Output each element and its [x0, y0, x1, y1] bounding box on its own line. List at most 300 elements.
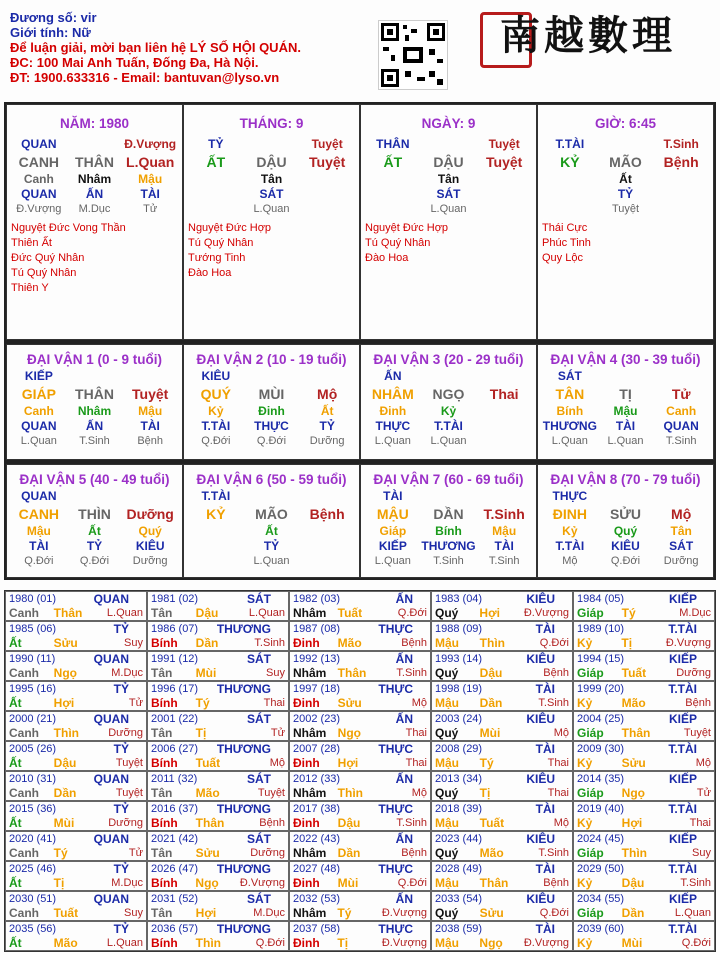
year-cell	[289, 891, 431, 921]
year-label: 2005 (26)	[9, 743, 57, 755]
pillar-r5-2	[653, 202, 709, 217]
year-branch: Mão	[621, 696, 646, 710]
year-stem: Nhâm	[293, 906, 327, 920]
year-cell	[147, 741, 289, 771]
year-god: QUAN	[93, 772, 129, 786]
year-cell	[573, 921, 715, 951]
year-stem: Bính	[151, 756, 178, 770]
logo: 南越數理	[500, 12, 676, 59]
year-stem: Quý	[435, 606, 459, 620]
year-god: ẤN	[395, 892, 413, 906]
year-cell	[573, 861, 715, 891]
dai-van-r4-0: TÀI	[29, 539, 49, 553]
year-cell	[573, 891, 715, 921]
year-branch: Ngọ	[479, 936, 503, 950]
year-stage: Q.Đới	[539, 637, 569, 649]
year-cell	[147, 621, 289, 651]
year-stem: Ất	[9, 936, 22, 950]
year-god: QUAN	[93, 892, 129, 906]
pillar-r5	[365, 202, 532, 217]
dai-van-r5	[365, 434, 532, 449]
year-stage: Đ.Vượng	[665, 637, 711, 649]
dai-van-r2	[365, 384, 532, 404]
stars-list	[11, 221, 178, 296]
dai-van-top: SÁT	[557, 369, 582, 383]
pillar-r4-1: ẤN	[85, 187, 104, 201]
dai-van-r3-0	[188, 524, 244, 539]
dai-van-title: ĐẠI VẬN 8 (70 - 79 tuổi)	[550, 472, 701, 487]
year-god: SÁT	[247, 712, 271, 726]
header-info	[10, 10, 301, 85]
year-god: ẤN	[395, 712, 413, 726]
year-god: THƯƠNG	[216, 802, 271, 816]
year-stage: Thai	[405, 757, 427, 769]
dai-van-title: ĐẠI VẬN 2 (10 - 19 tuổi)	[196, 352, 347, 367]
year-stage: Dưỡng	[250, 847, 285, 859]
year-god: KIẾP	[668, 832, 697, 846]
year-stem: Canh	[9, 666, 39, 680]
dai-van-top: QUAN	[21, 489, 57, 503]
year-cell	[431, 801, 573, 831]
year-branch: Dần	[337, 846, 361, 860]
year-label: 2017 (38)	[293, 803, 341, 815]
year-stem: Canh	[9, 786, 39, 800]
dai-van-3	[360, 344, 537, 460]
pillar-r3-2: Mậu	[138, 172, 163, 186]
year-god: T.TÀI	[668, 742, 697, 756]
dai-van-r4-0: QUAN	[21, 419, 57, 433]
dai-van-r5-2	[299, 554, 355, 569]
pillar-r5-1: L.Quan	[430, 203, 467, 215]
dai-van-r4-0: THƯƠNG	[542, 419, 597, 433]
year-god: SÁT	[247, 832, 271, 846]
year-stage: L.Quan	[674, 907, 711, 919]
year-cell	[431, 741, 573, 771]
year-stem: Tân	[151, 666, 173, 680]
dai-van-r5-1: Q.Đới	[610, 555, 641, 567]
dai-van-r4-2: SÁT	[669, 539, 694, 553]
year-cell	[573, 681, 715, 711]
year-branch: Tị	[337, 936, 349, 950]
pillar-r4-0: QUAN	[21, 187, 57, 201]
year-stem: Tân	[151, 846, 173, 860]
year-stage: Thai	[547, 757, 569, 769]
year-stage: Bệnh	[401, 637, 427, 649]
year-stem: Canh	[9, 906, 39, 920]
year-god: THỰC	[378, 682, 413, 696]
year-label: 2010 (31)	[9, 773, 57, 785]
year-stage: T.Sinh	[396, 667, 427, 679]
year-branch: Tuất	[479, 816, 505, 830]
pillar-0	[6, 104, 183, 340]
year-branch: Dần	[53, 786, 77, 800]
year-god: T.TÀI	[668, 622, 697, 636]
year-branch: Tuất	[53, 906, 79, 920]
year-stem: Quý	[435, 726, 459, 740]
year-branch: Sửu	[53, 636, 78, 650]
year-label: 1995 (16)	[9, 683, 57, 695]
year-label: 1988 (09)	[435, 623, 483, 635]
dai-van-r2-2: Tử	[671, 386, 691, 402]
year-label: 2030 (51)	[9, 893, 57, 905]
dai-van-r5-2: Dưỡng	[663, 555, 699, 567]
dai-van-r2-0: GIÁP	[21, 386, 56, 402]
year-god: THƯƠNG	[216, 622, 271, 636]
year-label: 2037 (58)	[293, 923, 341, 935]
year-branch: Mùi	[479, 726, 501, 740]
pillar-r1-2: Tuyệt	[488, 137, 520, 151]
dai-van-r2	[188, 384, 355, 404]
pillar-r3-2	[653, 172, 709, 187]
year-cell	[573, 591, 715, 621]
dai-van-r2-0: TÂN	[555, 386, 585, 402]
dai-van-top: KIÊU	[201, 369, 231, 383]
pillar-r1-2: T.Sinh	[663, 137, 699, 151]
year-label: 1982 (03)	[293, 593, 341, 605]
pillar-r5-0: Đ.Vượng	[16, 203, 62, 215]
year-label: 2016 (37)	[151, 803, 199, 815]
year-label: 2011 (32)	[151, 773, 198, 785]
dai-van-r5	[188, 554, 355, 569]
dai-van-r3-1: Bính	[435, 524, 462, 538]
year-stage: Tuyệt	[257, 787, 285, 799]
star-item: Nguyệt Đức Hợp	[188, 222, 272, 234]
pillar-r4-0	[365, 187, 421, 202]
dai-van-r2-0: KỶ	[206, 506, 226, 522]
year-god: TÀI	[535, 682, 555, 696]
year-god: KIÊU	[526, 592, 555, 606]
dai-van-r2-0: ĐINH	[552, 506, 587, 522]
year-label: 1997 (18)	[293, 683, 341, 695]
year-label: 1994 (15)	[577, 653, 625, 665]
stars-list	[188, 221, 355, 281]
dai-van-title: ĐẠI VẬN 5 (40 - 49 tuổi)	[19, 472, 170, 487]
dai-van-r5	[11, 554, 178, 569]
pillar-r3-2	[476, 172, 532, 187]
year-branch: Dậu	[621, 876, 645, 890]
year-label: 2014 (35)	[577, 773, 625, 785]
year-god: ẤN	[395, 652, 413, 666]
pillar-r4-0	[188, 187, 244, 202]
dai-van-r5-2: T.Sinh	[488, 555, 520, 567]
year-label: 2027 (48)	[293, 863, 341, 875]
year-god: TỶ	[113, 682, 129, 696]
pillar-r5	[188, 202, 355, 217]
year-stem: Kỷ	[577, 636, 593, 650]
year-stem: Mậu	[435, 876, 459, 890]
star-item: Nguyệt Đức Vong Thần	[11, 222, 126, 234]
pillar-r3-1: Ất	[619, 172, 632, 186]
year-branch: Mùi	[53, 816, 75, 830]
dai-van-r3	[365, 524, 532, 539]
dai-van-r3	[188, 524, 355, 539]
year-cell	[431, 681, 573, 711]
year-stem: Canh	[9, 846, 39, 860]
pillar-r5-0	[188, 202, 244, 217]
year-god: THỰC	[378, 862, 413, 876]
dai-van-r5-2	[476, 434, 532, 449]
dai-van-r3-0: Kỷ	[562, 524, 578, 538]
dai-van-r5-2: Dưỡng	[132, 555, 168, 567]
pillar-r2	[188, 152, 355, 172]
dai-van-r2-2: Mộ	[317, 386, 338, 402]
year-god: TÀI	[535, 802, 555, 816]
year-cell	[431, 651, 573, 681]
dai-van-r3-2: Mậu	[138, 404, 163, 418]
dai-van-r4-2: TỶ	[319, 419, 335, 433]
year-label: 1981 (02)	[151, 593, 199, 605]
year-god: TÀI	[535, 922, 555, 936]
year-cell	[5, 831, 147, 861]
year-branch: Tý	[53, 846, 68, 860]
year-god: TỶ	[113, 922, 129, 936]
year-god: SÁT	[247, 652, 271, 666]
dai-van-r2	[542, 504, 709, 524]
year-branch: Sửu	[621, 756, 646, 770]
year-stem: Canh	[9, 606, 39, 620]
year-label: 2015 (36)	[9, 803, 57, 815]
year-cell	[573, 741, 715, 771]
dai-van-top: THỰC	[552, 489, 588, 503]
dai-van-r3-0: Giáp	[379, 524, 407, 538]
pillar-r2	[542, 152, 709, 172]
year-stem: Nhâm	[293, 666, 327, 680]
dai-van-r4-1: THỰC	[254, 419, 289, 433]
dai-van-top: TÀI	[383, 489, 403, 503]
year-stem: Quý	[435, 846, 459, 860]
dai-van-r4-1: KIÊU	[611, 539, 640, 553]
year-label: 2032 (53)	[293, 893, 341, 905]
dai-van-1	[6, 344, 183, 460]
year-stem: Bính	[151, 636, 178, 650]
year-stage: M.Dục	[111, 667, 143, 679]
dai-van-r3	[11, 524, 178, 539]
year-cell	[289, 741, 431, 771]
dai-van-r2-0: QUÝ	[200, 386, 231, 402]
year-god: SÁT	[247, 592, 271, 606]
year-stage: M.Dục	[111, 877, 143, 889]
year-god: ẤN	[395, 772, 413, 786]
pillar-r1-0: THÂN	[376, 137, 410, 151]
year-cell	[289, 591, 431, 621]
year-stem: Giáp	[577, 666, 604, 680]
dai-van-r2-1: NGỌ	[432, 386, 465, 402]
dai-van-r3-0: Kỷ	[208, 404, 224, 418]
dai-van-r5-1: L.Quan	[430, 435, 467, 447]
pillar-r1	[542, 137, 709, 152]
year-cell	[431, 771, 573, 801]
year-stage: Thai	[405, 727, 427, 739]
year-label: 1983 (04)	[435, 593, 483, 605]
year-god: T.TÀI	[668, 922, 697, 936]
pillar-r3-0	[365, 172, 421, 187]
year-stem: Nhâm	[293, 726, 327, 740]
year-stem: Đinh	[293, 756, 320, 770]
dai-van-r4-1: TÀI	[615, 419, 636, 433]
year-stem: Nhâm	[293, 606, 327, 620]
year-stage: Bệnh	[259, 817, 285, 829]
year-stem: Giáp	[577, 606, 604, 620]
pillar-r4-2: TÀI	[140, 187, 160, 201]
dai-van-6	[183, 464, 360, 578]
year-cell	[5, 891, 147, 921]
year-stage: Đ.Vượng	[523, 937, 569, 949]
dai-van-r3-2: Ất	[320, 404, 334, 418]
dai-van-r2	[11, 504, 178, 524]
year-stage: Q.Đới	[255, 937, 285, 949]
year-stage: Suy	[266, 667, 285, 679]
dai-van-r3-1: Quý	[613, 524, 638, 538]
year-god: QUAN	[93, 832, 129, 846]
dai-van-top: KIẾP	[24, 369, 53, 383]
dai-van-r2-0: CANH	[18, 506, 60, 522]
year-branch: Tị	[195, 726, 207, 740]
year-god: THƯƠNG	[216, 862, 271, 876]
year-stage: Tử	[128, 697, 143, 709]
pillar-r2-1: DẬU	[433, 154, 464, 170]
dai-van-r4-2	[299, 539, 355, 554]
year-cell	[5, 741, 147, 771]
star-item: Đào Hoa	[188, 267, 232, 279]
pillar-r2-0: CANH	[18, 154, 60, 170]
year-stage: Suy	[124, 907, 143, 919]
stars-list	[365, 221, 532, 266]
year-cell	[289, 861, 431, 891]
dai-van-top: T.TÀI	[201, 489, 231, 503]
pillar-r3-1: Tân	[260, 172, 283, 186]
dai-van-r4	[11, 539, 178, 554]
year-branch: Mùi	[621, 936, 643, 950]
year-stem: Quý	[435, 786, 459, 800]
year-stem: Đinh	[293, 696, 320, 710]
dai-van-row-1	[4, 342, 716, 462]
year-label: 2038 (59)	[435, 923, 483, 935]
year-stage: Q.Đới	[397, 877, 427, 889]
year-label: 2008 (29)	[435, 743, 483, 755]
star-item: Đào Hoa	[365, 252, 409, 264]
year-stem: Đinh	[293, 936, 320, 950]
pillar-r4	[365, 187, 532, 202]
pillar-r2-2: L.Quan	[126, 154, 175, 170]
dai-van-r2-1: MÃO	[255, 506, 288, 522]
year-branch: Thìn	[621, 846, 647, 860]
year-god: THỰC	[378, 622, 413, 636]
dai-van-r2-2: Bệnh	[309, 506, 345, 522]
dai-van-r5-0: Q.Đới	[201, 435, 231, 447]
year-stage: Tử	[270, 727, 285, 739]
pillar-r3	[188, 172, 355, 187]
dai-van-top: ẤN	[384, 369, 402, 383]
year-cell	[289, 651, 431, 681]
dai-van-r5	[542, 434, 709, 449]
dai-van-r3-0: Mậu	[26, 524, 51, 538]
dai-van-r5	[188, 434, 355, 449]
year-branch: Thân	[195, 816, 225, 830]
dai-van-r3-0: Đinh	[379, 404, 407, 418]
year-label: 2003 (24)	[435, 713, 483, 725]
year-cell	[147, 681, 289, 711]
star-item: Thái Cực	[542, 222, 588, 234]
year-stage: T.Sinh	[254, 637, 285, 649]
dai-van-r2-1: SỬU	[609, 506, 642, 522]
dai-van-title: ĐẠI VẬN 7 (60 - 69 tuổi)	[373, 472, 524, 487]
year-branch: Thân	[337, 666, 367, 680]
year-cell	[431, 861, 573, 891]
pillar-r1-2: Tuyệt	[311, 137, 343, 151]
pillar-title: GIỜ: 6:45	[594, 116, 657, 131]
pillar-r2-2: Tuyệt	[309, 154, 346, 170]
year-stem: Kỷ	[577, 876, 593, 890]
dai-van-r5-1: Q.Đới	[256, 435, 287, 447]
year-stage: L.Quan	[106, 607, 143, 619]
dai-van-r4-0: KIẾP	[378, 539, 407, 553]
year-stage: Thai	[263, 697, 285, 709]
year-label: 1989 (10)	[577, 623, 625, 635]
pillar-r1	[365, 137, 532, 152]
year-stem: Đinh	[293, 816, 320, 830]
dai-van-r5-1: T.Sinh	[79, 435, 110, 447]
dai-van-r4-2: QUAN	[663, 419, 699, 433]
year-branch: Ngọ	[337, 726, 361, 740]
dai-van-r5-1: L.Quan	[253, 555, 290, 567]
dai-van-r2-1: TỊ	[619, 386, 632, 402]
pillars-grid	[4, 102, 716, 342]
year-god: TỶ	[113, 862, 129, 876]
year-branch: Ngọ	[195, 876, 219, 890]
year-god: T.TÀI	[668, 682, 697, 696]
year-cell	[147, 591, 289, 621]
dai-van-r5-0: L.Quan	[374, 435, 411, 447]
year-god: ẤN	[395, 832, 413, 846]
pillar-r2-1: THÂN	[75, 154, 114, 170]
year-stage: Tử	[696, 787, 711, 799]
dai-van-r5	[365, 554, 532, 569]
pillar-r5-1: Tuyệt	[611, 203, 640, 215]
dai-van-r4-0: T.TÀI	[555, 539, 585, 553]
year-cell	[431, 891, 573, 921]
pillar-r2-0: ẤT	[383, 154, 403, 170]
year-stage: Tuyệt	[115, 757, 143, 769]
year-god: KIÊU	[526, 772, 555, 786]
pillar-r4-0	[542, 187, 598, 202]
dai-van-r4	[188, 539, 355, 554]
pillar-r2-2: Bệnh	[663, 154, 699, 170]
year-branch: Thìn	[195, 936, 221, 950]
year-god: ẤN	[395, 592, 413, 606]
year-god: T.TÀI	[668, 802, 697, 816]
year-cell	[147, 771, 289, 801]
year-stage: Mộ	[553, 817, 569, 829]
pillar-r2-0: KỶ	[560, 154, 580, 170]
year-label: 1980 (01)	[9, 593, 57, 605]
pillar-r2-0: ẤT	[206, 154, 226, 170]
pillar-r1-1	[598, 137, 654, 152]
year-god: KIẾP	[668, 652, 697, 666]
year-label: 2021 (42)	[151, 833, 199, 845]
dai-van-row-2	[4, 462, 716, 580]
year-stage: Dưỡng	[676, 667, 711, 679]
year-cell	[147, 831, 289, 861]
pillar-r1-1	[421, 137, 477, 152]
year-branch: Dậu	[337, 816, 361, 830]
year-label: 1986 (07)	[151, 623, 199, 635]
year-label: 1999 (20)	[577, 683, 625, 695]
pillar-r3-1: Tân	[437, 172, 460, 186]
year-stage: Đ.Vượng	[239, 877, 285, 889]
dai-van-r3-0: Bính	[556, 404, 584, 418]
year-stage: Mộ	[269, 757, 285, 769]
dai-van-r3-2: Quý	[138, 524, 162, 538]
